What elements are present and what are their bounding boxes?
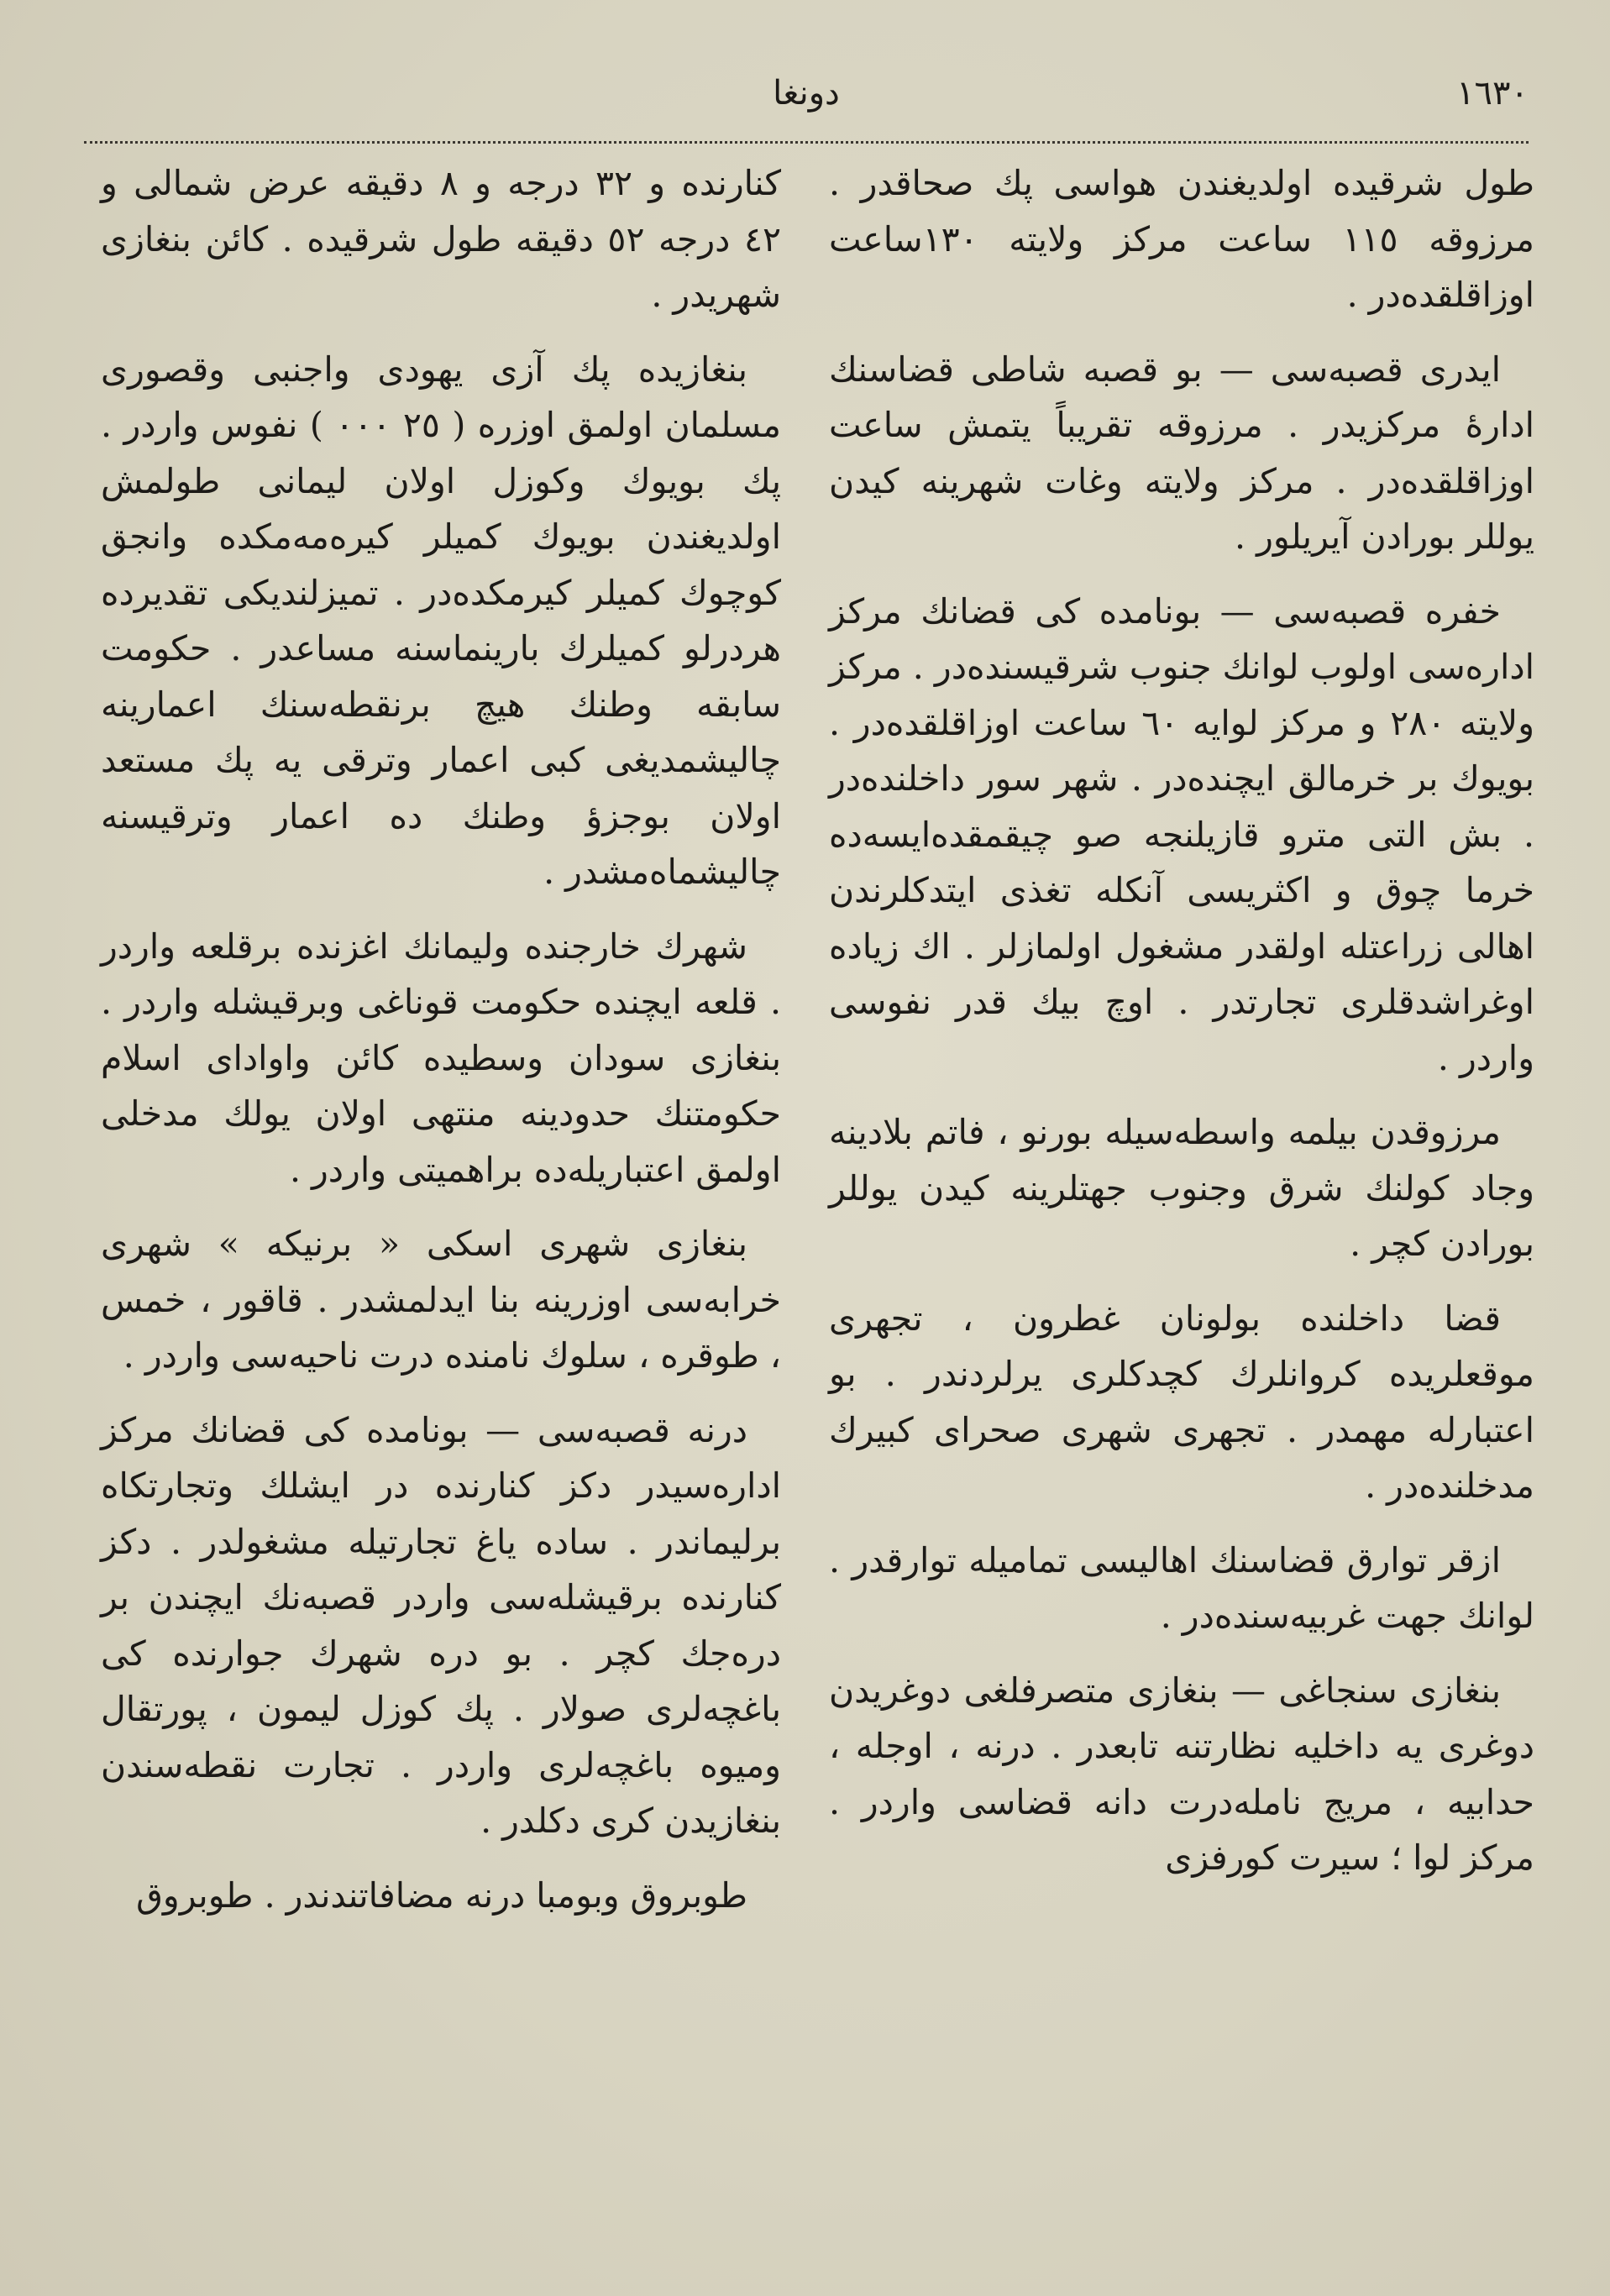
running-head: دونغا: [773, 74, 840, 113]
paragraph: کنارنده و ٣٢ درجه و ٨ دقیقه عرض شمالی و ٤٢ درجه ٥٢ دقیقه طول شرقیده . کائن بنغازی شهریدر .: [101, 163, 781, 315]
paragraph: خفره قصبەسی — بونامده کی قضانك مرکز ادارەسی اولوب لوانك جنوب شرقیسندەدر . مرکز ولایته ٢٨٠ و مرکز لوایه ٦٠ ساعت اوزاقلقدەدر . بویوك بر خرمالق ایچندەدر . شهر سور داخلندەدر . بش التی مترو قازیلنجه صو چیقمقدەایسەده خرما چوق و اکثریسی آنکله تغذی ایتدکلرندن اهالی زراعتله اولقدر مشغول اولمازلر . اك زیاده اوغراشدقلری تجارتدر . اوچ بیك قدر نفوسی واردر .: [829, 590, 1534, 1078]
header-rule: [84, 141, 1529, 144]
paragraph: درنه قصبەسی — بونامده کی قضانك مرکز ادارەسیدر دکز کنارنده در ایشلك وتجارتکاه برلیماندر . ساده یاغ تجارتیله مشغولدر . دکز کنارنده برقیشلەسی واردر قصبەنك ایچندن بر درەجك کچر . بو دره شهرك جوارنده کی باغچەلری صولار . پك کوزل لیمون ، پورتقال ومیوه باغچەلری واردر . تجارت نقطەسندن بنغازیدن کری دکلدر .: [101, 1409, 781, 1841]
paragraph: بنغازی سنجاغی — بنغازی متصرفلغی دوغریدن دوغری یه داخلیه نظارتنه تابعدر . درنه ، اوجله ، حدابیه ، مریج ناملەدرت دانه قضاسی واردر . مرکز لوا ؛ سیرت کورفزی: [829, 1670, 1534, 1878]
paragraph: طول شرقیده اولدیغندن هواسی پك صحاقدر . مرزوقه ١١٥ ساعت مرکز ولایته ١٣٠ساعت اوزاقلقدەدر .: [829, 163, 1535, 315]
paragraph: ازقر توارق قضاسنك اهالیسی تماميله توارقدر . لوانك جهت غربیەسندەدر .: [829, 1539, 1534, 1636]
page-number: ١٦٣٠: [1456, 74, 1529, 113]
paragraph: بنغازی شهری اسکی « برنیکه » شهری خرابەسی اوزرینه بنا ایدلمشدر . قاقور ، خمس ، طوقره ، سلوك نامنده درت ناحیەسی واردر .: [101, 1224, 781, 1376]
right-column: [829, 155, 1534, 1905]
paragraph: مرزوقدن بیلمه واسطەسیله بورنو ، فاتم بلادینه وجاد کولنك شرق وجنوب جهتلرینه کیدن یوللر بورادن کچر .: [829, 1112, 1534, 1264]
left-column: [101, 155, 781, 1942]
paragraph: شهرك خارجنده ولیمانك اغزنده برقلعه واردر . قلعه ایچنده حکومت قوناغی وبرقیشله واردر . بنغازی سودان وسطیده کائن واوادای اسلام حکومتنك حدودینه منتهی اولان یولك مدخلی اولمق اعتباریله‌ده براهمیتی واردر .: [101, 925, 781, 1190]
page-header: [84, 74, 1529, 124]
paragraph: قضا داخلنده بولونان غطرون ، تجهری موقعلریده کروانلرك کچدکلری یرلردندر . بو اعتبارله مهمدر . تجهری شهری صحرای کبیرك مدخلندەدر .: [829, 1297, 1534, 1506]
paragraph: ایدری قصبەسی — بو قصبه شاطی قضاسنك ادارهٔ مرکزیدر . مرزوقه تقریباً یتمش ساعت اوزاقلقدەدر . مرکز ولایته وغات شهرینه کیدن یوللر بورادن آیریلور .: [829, 349, 1534, 557]
paragraph: بنغازیده پك آزی یهودی واجنبی وقصوری مسلمان اولمق اوزره ( ٢٥ ٠٠٠ ) نفوس واردر . پك بویوك وکوزل اولان لیمانی طولمش اولدیغندن بویوك کمیلر کیره‌مه‌مکده وانجق کوچوك کمیلر کیرمکده‌در . تمیزلندیکی تقدیرده هردرلو کمیلرك بارینماسنه مساعدر . حکومت سابقه وطنك هیچ برنقطه‌سنك اعمارینه چالیشمدیغی کبی اعمار وترقی یه پك مستعد اولان بوجزؤ وطنك ده اعمار وترقیسنه چالیشماەمشدر .: [101, 349, 781, 892]
paragraph: طوبروق وبومبا درنه مضافاتندندر . طوبروق: [136, 1874, 747, 1916]
